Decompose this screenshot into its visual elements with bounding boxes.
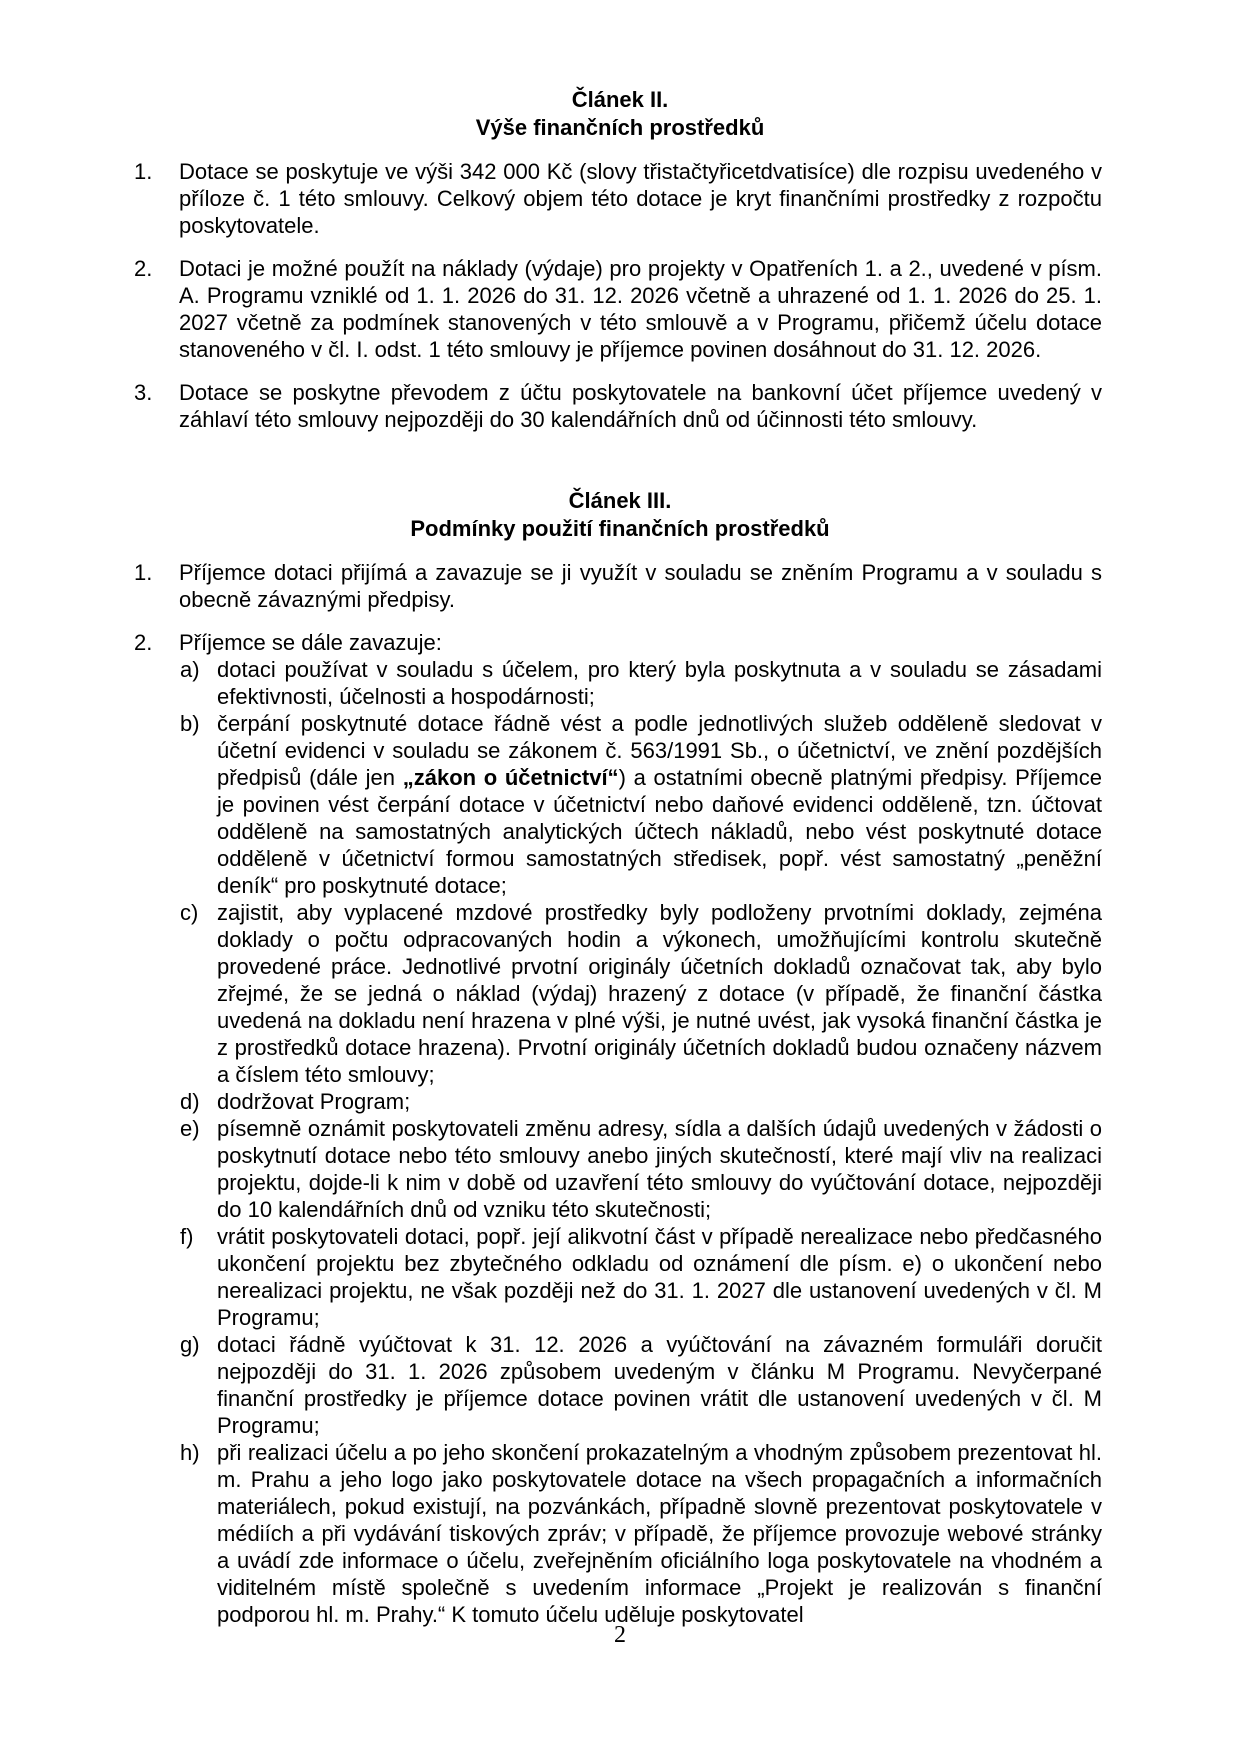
article-2-heading: Článek II. — [571, 87, 669, 112]
subitem-label: g) — [180, 1332, 200, 1357]
paragraph-text: Dotaci je možné použít na náklady (výdaje) pro projekty v Opatřeních 1. a 2., uvedené v písm. A. Programu vzniklé od 1. 1. 2026 do 31. 12. 2026 včetně a uhrazené od 1. 1. 2026 do 25. 1. 2027 včetně za podmínek stanovených v této smlouvě a v Programu, přičemž účelu dotace stanoveného v čl. I. odst. 1 této smlouvy je příjemce povinen dosáhnout do 31. 12. 2026. — [179, 256, 1102, 362]
subitem-text: dotaci používat v souladu s účelem, pro který byla poskytnuta a v souladu se zásadami efektivnosti, účelnosti a hospodárnosti; — [217, 657, 1102, 709]
paragraph-text: Dotace se poskytuje ve výši 342 000 Kč (slovy třistačtyřicetdvatisíce) dle rozpisu uvedeného v příloze č. 1 této smlouvy. Celkový objem této dotace je kryt finančními prostředky z rozpočtu poskytovatele. — [179, 159, 1102, 238]
page-number: 2 — [614, 1622, 626, 1648]
subitem-d — [0, 1088, 1240, 1115]
subitem-text-pre: čerpání poskytnuté dotace řádně vést a podle jednotlivých služeb odděleně sledovat v účetní evidenci v souladu se zákonem č. 563/1991 Sb., o účetnictví, ve znění pozdějších předpisů (dále jen — [217, 711, 1102, 790]
subitem-label: e) — [180, 1116, 200, 1141]
paragraph-text: Příjemce se dále zavazuje: — [179, 630, 442, 655]
paragraph-number: 2. — [134, 630, 153, 655]
subitem-label: f) — [180, 1224, 194, 1249]
subitem-label: h) — [180, 1440, 200, 1465]
subitem-label: d) — [180, 1089, 200, 1114]
paragraph-number: 2. — [134, 256, 153, 281]
subitem-text: písemně oznámit poskytovateli změnu adresy, sídla a dalších údajů uvedených v žádosti o poskytnutí dotace nebo této smlouvy anebo jiných skutečností, které mají vliv na realizaci projektu, dojde-li k nim v době od uzavření této smlouvy do vyúčtování dotace, nejpozději do 10 kalendářních dnů od vzniku této skutečnosti; — [217, 1116, 1102, 1222]
subitem-label: b) — [180, 711, 200, 736]
subitem-e — [0, 1115, 1240, 1223]
article-2-title: Výše finančních prostředků — [475, 115, 765, 140]
subitem-text: dodržovat Program; — [217, 1089, 411, 1114]
subitem-text: dotaci řádně vyúčtovat k 31. 12. 2026 a vyúčtování na závazném formuláři doručit nejpozději do 31. 1. 2026 způsobem uvedeným v článku M Programu. Nevyčerpané finanční prostředky je příjemce dotace povinen vrátit dle ustanovení uvedených v čl. M Programu; — [217, 1332, 1102, 1438]
paragraph-number: 3. — [134, 380, 153, 405]
subitem-text: při realizaci účelu a po jeho skončení prokazatelným a vhodným způsobem prezentovat hl. m. Prahu a jeho logo jako poskytovatele dotace na všech propagačních a informačních materiálech, pokud existují, na pozvánkách, případně slovně prezentovat poskytovatele v médiích a při vydávání tiskových zpráv; v případě, že příjemce provozuje webové stránky a uvádí zde informace o účelu, zveřejněním oficiálního loga poskytovatele na vhodném a viditelném místě společně s uvedením informace „Projekt je realizován s finanční podporou hl. m. Prahy.“ K tomuto účelu uděluje poskytovatel — [217, 1440, 1102, 1627]
article-3-title: Podmínky použití finančních prostředků — [410, 516, 830, 541]
article-2-paragraph-3 — [0, 379, 1240, 433]
article-2-paragraph-2 — [0, 255, 1240, 363]
subitem-f — [0, 1223, 1240, 1331]
paragraph-text: Příjemce dotaci přijímá a zavazuje se ji využít v souladu se zněním Programu a v souladu s obecně závaznými předpisy. — [179, 560, 1102, 612]
article-3 — [0, 487, 1240, 1628]
article-3-paragraph-2 — [0, 629, 1240, 656]
subitem-h — [0, 1439, 1240, 1628]
subitem-text: vrátit poskytovateli dotaci, popř. její alikvotní část v případě nerealizace nebo předčasného ukončení projektu bez zbytečného odkladu od oznámení dle písm. e) o ukončení nebo nerealizaci projektu, ne však později než do 31. 1. 2027 dle ustanovení uvedených v čl. M Programu; — [217, 1224, 1102, 1330]
paragraph-number: 1. — [134, 159, 153, 184]
subitem-label: a) — [180, 657, 200, 682]
defined-term: „zákon o účetnictví“ — [402, 765, 619, 790]
subitem-g — [0, 1331, 1240, 1439]
article-2 — [0, 86, 1240, 433]
subitem-text: zajistit, aby vyplacené mzdové prostředky byly podloženy prvotními doklady, zejména doklady o počtu odpracovaných hodin a výkonech, umožňujícími kontrolu skutečně provedené práce. Jednotlivé prvotní originály účetních dokladů označovat tak, aby bylo zřejmé, že se jedná o náklad (výdaj) hrazený z dotace (v případě, že finanční částka uvedená na dokladu není hrazena v plné výši, je nutné uvést, jak vysoká finanční částka je z prostředků dotace hrazena). Prvotní originály účetních dokladů budou označeny názvem a číslem této smlouvy; — [217, 900, 1102, 1087]
paragraph-text: Dotace se poskytne převodem z účtu poskytovatele na bankovní účet příjemce uvedený v záhlaví této smlouvy nejpozději do 30 kalendářních dnů od účinnosti této smlouvy. — [179, 380, 1102, 432]
article-2-paragraph-1 — [0, 158, 1240, 239]
paragraph-number: 1. — [134, 560, 153, 585]
subitem-c — [0, 899, 1240, 1088]
article-3-paragraph-1 — [0, 559, 1240, 613]
subitem-label: c) — [180, 900, 199, 925]
subitem-b — [0, 710, 1240, 899]
subitem-text — [217, 710, 1102, 899]
article-3-heading: Článek III. — [568, 488, 672, 513]
subitem-text-post: ) a ostatními obecně platnými předpisy. Příjemce je povinen vést čerpání dotace v účetnictví nebo daňové evidenci odděleně, tzn. účtovat odděleně na samostatných analytických účtech nákladů, nebo vést poskytnuté dotace odděleně v účetnictví formou samostatných středisek, popř. vést samostatný „peněžní deník“ pro poskytnuté dotace; — [217, 765, 1102, 898]
subitem-a — [0, 656, 1240, 710]
